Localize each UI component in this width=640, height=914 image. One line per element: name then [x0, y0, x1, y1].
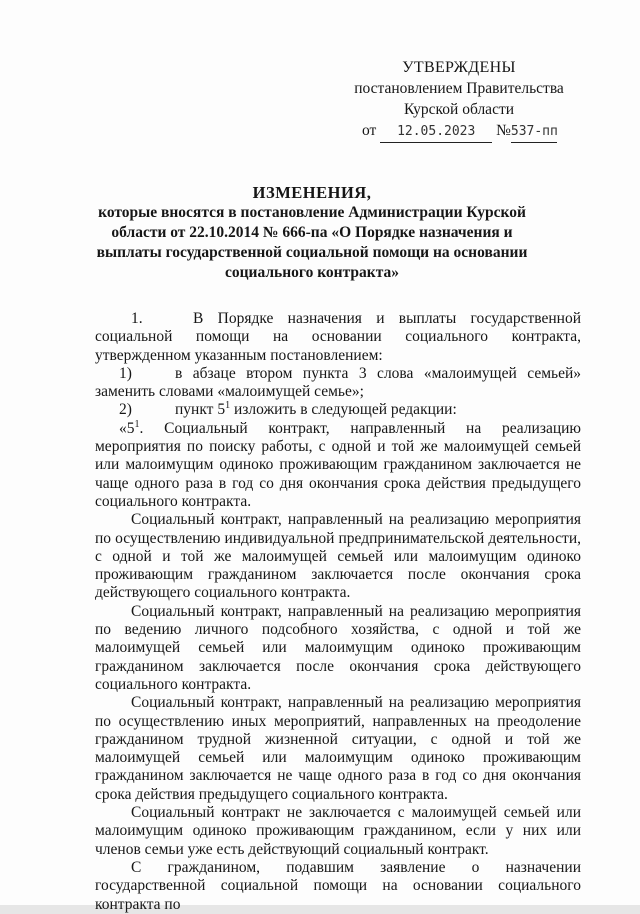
- item-1-text: В Порядке назначения и выплаты государственной социальной помощи на основании социального контракта, утвержденном указанным постановлением:: [95, 310, 581, 364]
- subitem-1-text: в абзаце втором пункта 3 слова «малоимущей семьей» заменить словами «малоимущей семье»;: [95, 364, 581, 401]
- subitem-2-sup: 1: [225, 400, 231, 412]
- heading-title: ИЗМЕНЕНИЯ,: [252, 183, 372, 202]
- item-1: [95, 310, 581, 365]
- approval-line1: постановлением Правительства: [354, 80, 564, 97]
- quote-text: . Социальный контракт, направленный на реализацию мероприятия по поиску работы, с одной и той же малоимущей семьей или малоимущим одиноко проживающим гражданином заключается не чаще одного раза в год со дня окончания срока действия предыдущего социального контракта.: [95, 419, 581, 510]
- quote-paragraph-1: [95, 420, 581, 511]
- approval-number: 537-пп: [511, 121, 557, 143]
- subitem-1-number: 1): [119, 364, 132, 382]
- heading-subtitle: которые вносятся в постановление Администрации Курской области от 22.10.2014 № 666-па «О Порядке назначения и выплаты государственной социальной помощи на основании социального контракта»: [96, 204, 528, 281]
- document-heading: [92, 183, 532, 283]
- number-prefix: №: [496, 122, 511, 139]
- approval-stamp: [344, 57, 574, 143]
- paragraph-6: С гражданином, подавшим заявление о назначении государственной социальной помощи на основании социального контракта по: [95, 858, 581, 913]
- quote-sup: 1: [134, 418, 140, 430]
- paragraph-3: Социальный контракт, направленный на реализацию мероприятия по ведению личного подсобного хозяйства, с одной и той же малоимущей семьей или малоимущим одиноко проживающим гражданином заключается после окончания срока действующего социального контракта.: [95, 602, 581, 693]
- approval-dateline: [344, 120, 574, 143]
- subitem-2-text-b: изложить в следующей редакции:: [230, 401, 457, 419]
- quote-open: «5: [119, 419, 135, 437]
- approval-title: УТВЕРЖДЕНЫ: [402, 59, 516, 76]
- item-1-number: 1.: [131, 310, 143, 327]
- paragraph-5: Социальный контракт не заключается с малоимущей семьей или малоимущим одиноко проживающим гражданином, если у них или членов семьи уже есть действующий социальный контракт.: [95, 804, 581, 858]
- subitem-2-number: 2): [119, 401, 132, 419]
- approval-date: 12.05.2023: [380, 121, 492, 143]
- paragraph-4: Социальный контракт, направленный на реализацию мероприятия по осуществлению иных мероприятий, направленных на преодоление гражданином трудной жизненной ситуации, с одной и той же малоимущей семьей или малоимущим одиноко проживающим гражданином заключается не чаще одного раза в год со дня окончания срока действия предыдущего социального контракта.: [95, 694, 581, 803]
- document-body: [95, 310, 581, 914]
- approval-line2: Курской области: [403, 101, 515, 118]
- date-prefix: от: [362, 122, 377, 139]
- paragraph-2: Социальный контракт, направленный на реализацию мероприятия по осуществлению индивидуальной предпринимательской деятельности, с одной и той же малоимущей семьей или малоимущим одиноко проживающим гражданином заключается после окончания срока действующего социального контракта.: [95, 511, 581, 602]
- subitem-2-text-a: пункт 5: [175, 401, 226, 419]
- subitem-2: [95, 401, 581, 419]
- subitem-1: [95, 365, 581, 402]
